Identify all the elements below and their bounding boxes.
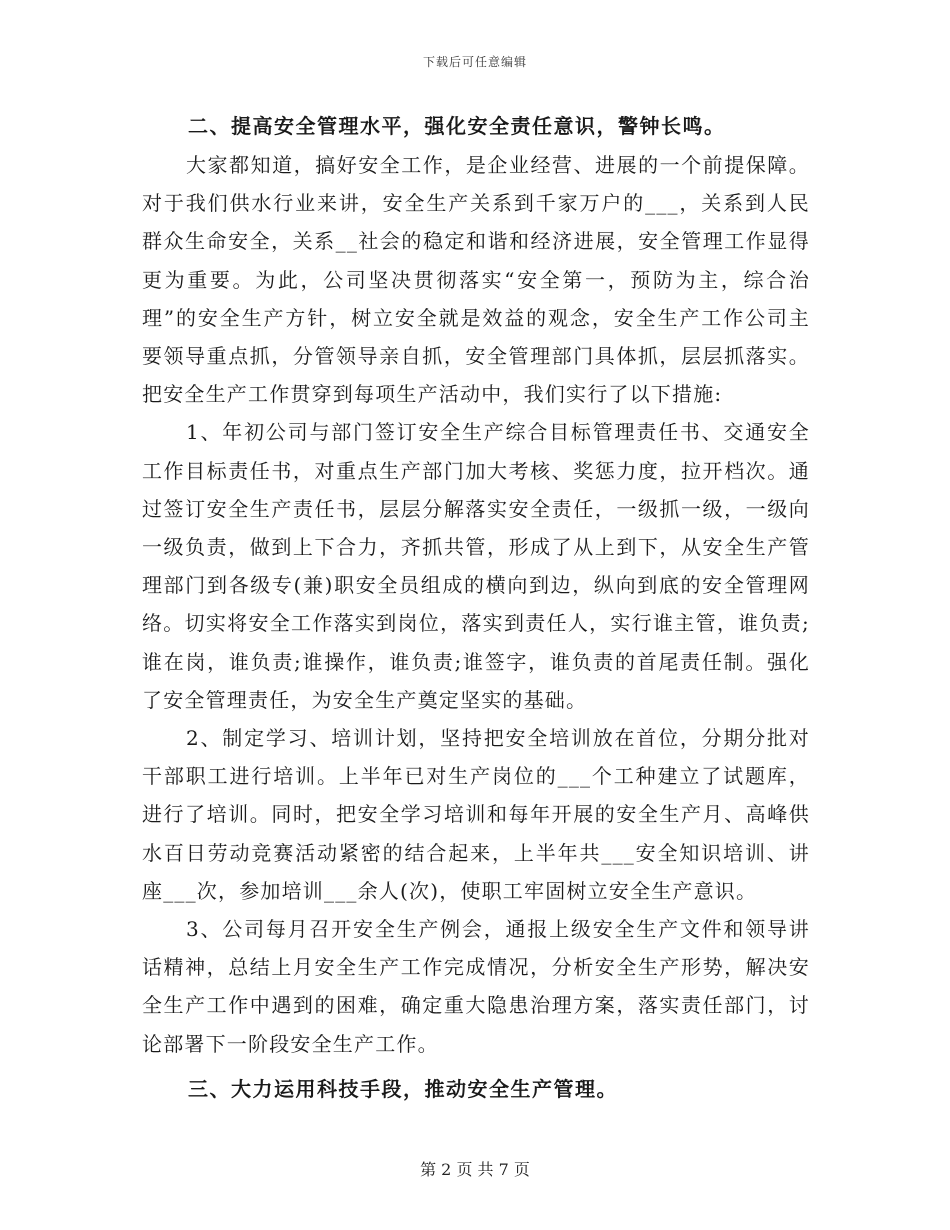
page-number: 第 2 页 共 7 页 [420, 1160, 530, 1179]
section-heading-3: 三、大力运用科技手段，推动安全生产管理。 [188, 1076, 618, 1101]
paragraph-item-2: 2、制定学习、培训计划，坚持把安全培训放在首位，分期分批对干部职工进行培训。上半年已对生产岗位的___个工种建立了试题库，进行了培训。同时，把安全学习培训和每年开展的安全生产月、高峰供水百日劳动竞赛活动紧密的结合起来，上半年共___安全知识培训、讲座___次，参加培训___余人(次)，使职工牢固树立安全生产意识。 [142, 726, 810, 903]
page-header-note: 下载后可任意编辑 [422, 55, 527, 69]
paragraph-item-1: 1、年初公司与部门签订安全生产综合目标管理责任书、交通安全工作目标责任书，对重点生产部门加大考核、奖惩力度，拉开档次。通过签订安全生产责任书，层层分解落实安全责任，一级抓一级，一级向一级负责，做到上下合力，齐抓共管，形成了从上到下，从安全生产管理部门到各级专(兼)职安全员组成的横向到边，纵向到底的安全管理网络。切实将安全工作落实到岗位，落实到责任人，实行谁主管，谁负责;谁在岗，谁负责;谁操作，谁负责;谁签字，谁负责的首尾责任制。强化了安全管理责任，为安全生产奠定坚实的基础。 [142, 420, 810, 712]
paragraph-intro: 大家都知道，搞好安全工作，是企业经营、进展的一个前提保障。对于我们供水行业来讲，安全生产关系到千家万户的___，关系到人民群众生命安全，关系__社会的稳定和谐和经济进展，安全管理工作显得更为重要。为此，公司坚决贯彻落实“安全第一，预防为主，综合治理”的安全生产方针，树立安全就是效益的观念，安全生产工作公司主要领导重点抓，分管领导亲自抓，安全管理部门具体抓，层层抓落实。把安全生产工作贯穿到每项生产活动中，我们实行了以下措施: [142, 153, 810, 407]
paragraph-item-3: 3、公司每月召开安全生产例会，通报上级安全生产文件和领导讲话精神，总结上月安全生产工作完成情况，分析安全生产形势，解决安全生产工作中遇到的困难，确定重大隐患治理方案，落实责任部门，讨论部署下一阶段安全生产工作。 [142, 917, 810, 1056]
section-heading-2: 二、提高安全管理水平，强化安全责任意识，警钟长鸣。 [188, 114, 726, 138]
document-body [142, 108, 810, 1107]
